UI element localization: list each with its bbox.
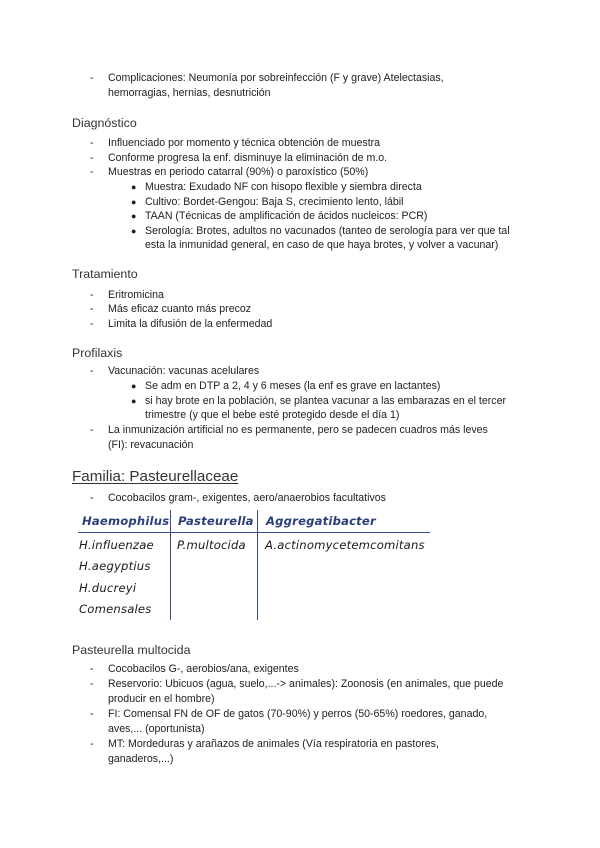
profilaxis-item-1: Vacunación: vacunas acelulares: [108, 365, 260, 377]
profilaxis-item-2-line-1: La inmunización artificial no es permanente, pero se padecen cuadros más leves: [108, 424, 488, 436]
familia-prefix: Familia:: [72, 468, 130, 485]
bullet-icon: ●: [131, 211, 137, 221]
profilaxis-sub-2-line-2: trimestre (y que el bebe esté protegido desde el día 1): [145, 409, 400, 421]
tratamiento-item-3: Limita la difusión de la enfermedad: [108, 318, 273, 330]
list-dash: -: [90, 72, 94, 84]
diagnostico-sub-4-line-2: esta la inmunidad general, en caso de que haya brotes, y volver a vacunar): [145, 239, 499, 251]
table-header-pasteurella: Pasteurella: [178, 514, 254, 528]
profilaxis-sub-2-line-1: si hay brote en la población, se plantea vacunar a las embarazas en el tercer: [145, 395, 506, 407]
table-cell: P.multocida: [177, 538, 246, 552]
pasteurella-item-1: Cocobacilos G-, aerobios/ana, exigentes: [108, 663, 299, 675]
pasteurella-item-3-line-2: aves,... (oportunista): [108, 723, 205, 735]
table-column-divider: [257, 510, 258, 620]
profilaxis-heading: Profilaxis: [72, 346, 123, 360]
list-dash: -: [90, 303, 94, 315]
diagnostico-sub-3: TAAN (Técnicas de amplificación de ácidos nucleicos: PCR): [145, 210, 428, 222]
complicaciones-line-1: Complicaciones: Neumonía por sobreinfección (F y grave) Atelectasias,: [108, 72, 444, 84]
list-dash: -: [90, 738, 94, 750]
profilaxis-sub-1: Se adm en DTP a 2, 4 y 6 meses (la enf es grave en lactantes): [145, 380, 441, 392]
pasteurella-heading: Pasteurella multocida: [72, 643, 191, 657]
pasteurella-item-2-line-2: producir en el hombre): [108, 693, 215, 705]
list-dash: -: [90, 678, 94, 690]
list-dash: -: [90, 424, 94, 436]
diagnostico-sub-4-line-1: Serología: Brotes, adultos no vacunados (tanteo de serología para ver que tal: [145, 225, 510, 237]
bullet-icon: ●: [131, 182, 137, 192]
list-dash: -: [90, 137, 94, 149]
bullet-icon: ●: [131, 226, 137, 236]
tratamiento-item-2: Más eficaz cuanto más precoz: [108, 303, 252, 315]
table-cell: H.aegyptius: [79, 559, 151, 573]
bullet-icon: ●: [131, 381, 137, 391]
bullet-icon: ●: [131, 396, 137, 406]
profilaxis-item-2-line-2: (FI): revacunación: [108, 439, 194, 451]
table-cell: H.influenzae: [79, 538, 154, 552]
table-cell: H.ducreyi: [79, 581, 137, 595]
tratamiento-heading: Tratamiento: [72, 267, 138, 281]
diagnostico-sub-2: Cultivo: Bordet-Gengou: Baja S, crecimiento lento, lábil: [145, 196, 404, 208]
table-cell: A.actinomycetemcomitans: [265, 538, 425, 552]
table-header-haemophilus: Haemophilus: [82, 514, 170, 528]
tratamiento-item-1: Eritromicina: [108, 289, 164, 301]
list-dash: -: [90, 166, 94, 178]
pasteurella-item-4-line-1: MT: Mordeduras y arañazos de animales (Vía respiratoria en pastores,: [108, 738, 439, 750]
bullet-icon: ●: [131, 197, 137, 207]
pasteurella-item-3-line-1: FI: Comensal FN de OF de gatos (70-90%) y perros (50-65%) roedores, ganado,: [108, 708, 488, 720]
table-column-divider: [170, 510, 171, 620]
diagnostico-sub-1: Muestra: Exudado NF con hisopo flexible y siembra directa: [145, 181, 422, 193]
familia-name: Pasteurellaceae: [129, 468, 239, 485]
list-dash: -: [90, 663, 94, 675]
list-dash: -: [90, 492, 94, 504]
list-dash: -: [90, 708, 94, 720]
diagnostico-item-1: Influenciado por momento y técnica obtención de muestra: [108, 137, 381, 149]
diagnostico-item-2: Conforme progresa la enf. disminuye la eliminación de m.o.: [108, 152, 388, 164]
table-header-aggregatibacter: Aggregatibacter: [266, 514, 376, 528]
list-dash: -: [90, 365, 94, 377]
list-dash: -: [90, 318, 94, 330]
table-cell: Comensales: [79, 602, 152, 616]
table-header-rule: [78, 532, 430, 533]
complicaciones-line-2: hemorragias, hernias, desnutrición: [108, 87, 271, 99]
list-dash: -: [90, 152, 94, 164]
diagnostico-heading: Diagnóstico: [72, 116, 137, 130]
pasteurella-item-4-line-2: ganaderos,...): [108, 753, 174, 765]
familia-item-1: Cocobacilos gram-, exigentes, aero/anaerobios facultativos: [108, 492, 386, 504]
familia-heading: [72, 468, 238, 486]
pasteurella-item-2-line-1: Reservorio: Ubicuos (agua, suelo,...-> animales): Zoonosis (en animales, que puede: [108, 678, 504, 690]
diagnostico-item-3: Muestras en periodo catarral (90%) o paroxístico (50%): [108, 166, 369, 178]
list-dash: -: [90, 289, 94, 301]
